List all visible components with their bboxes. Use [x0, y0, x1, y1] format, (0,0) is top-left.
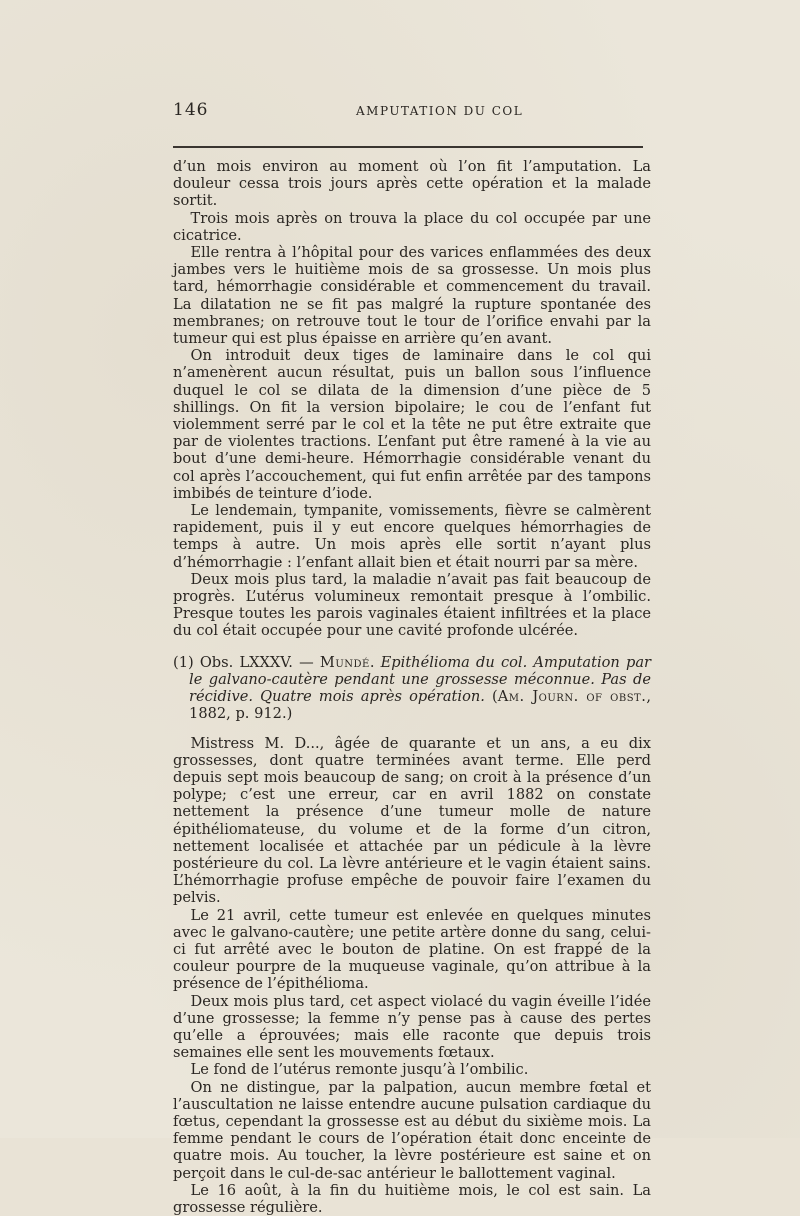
- footnote-source-open: (: [492, 688, 498, 706]
- observation-paragraph: Deux mois plus tard, cet aspect violacé du vagin éveille l’idée d’une grossesse; la femme n’y pense pas à cause des pertes qu’elle a éprouvées; mais elle raconte que depuis trois semaines elle sent les mouvements fœtaux.: [173, 992, 651, 1062]
- paragraph: On introduit deux tiges de laminaire dans le col qui n’amenèrent aucun résultat, puis un ballon sous l’influence duquel le col se dilata de la dimension d’une pièce de 5 shillings. On fit la version bipolaire; le cou de l’enfant fut violemment serré par le col et la tête ne put être extraite que par de violentes tractions. L’enfant put être ramené à la vie au bout d’une demi-heure. Hémorrhagie considérable venant du col après l’accouchement, qui fut enfin arrêtée par des tampons imbibés de teinture d’iode.: [173, 347, 651, 502]
- observation-paragraph: Le 16 août, à la fin du huitième mois, le col est sain. La grossesse régulière.: [173, 1181, 651, 1216]
- footnote-journal: Am. Journ. of obst.: [497, 688, 647, 706]
- running-title: AMPUTATION DU COL: [356, 104, 524, 118]
- paragraph: Le lendemain, tympanite, vomissements, fièvre se calmèrent rapidement, puis il y eut encore quelques hémorrhagies de temps à autre. Un mois après elle sortit n’ayant plus d’hémorrhagie : l’enfant allait bien et était nourri par sa mère.: [173, 502, 651, 571]
- paragraph: Trois mois après on trouva la place du col occupée par une cicatrice.: [173, 209, 651, 244]
- observation-paragraph: Le fond de l’utérus remonte jusqu’à l’ombilic.: [190, 1061, 529, 1079]
- observation-paragraph: Le 21 avril, cette tumeur est enlevée en quelques minutes avec le galvano-cautère; une petite artère donne du sang, celui-ci fut arrêté avec le bouton de platine. On est frappé de la couleur pourpre de la muqueuse vaginale, qu’on attribue à la présence de l’épithélioma.: [173, 906, 651, 993]
- footnote-author: Mundé: [319, 653, 370, 671]
- header-rule: [173, 146, 643, 148]
- observation-paragraph: Mistress M. D..., âgée de quarante et un ans, a eu dix grossesses, dont quatre terminées avant terme. Elle perd depuis sept mois beaucoup de sang; on croit à la présence d’un polype; c’est une erreur, car en avril 1882 on constate nettement la présence d’une tumeur molle de nature épithéliomateuse, du volume et de la forme d’un citron, nettement localisée et attachée par un pédicule à la lèvre postérieure du col. La lèvre antérieure et le vagin étaient sains. L’hémorrhagie profuse empêche de pouvoir faire l’examen du pelvis.: [173, 734, 651, 907]
- paragraph: d’un mois environ au moment où l’on fit l’amputation. La douleur cessa trois jours après cette opération et la malade sortit.: [173, 158, 651, 210]
- page-header: [173, 100, 643, 122]
- footnote-title: Epithélioma du col. Amputation par le galvano-cautère pendant une grossesse méconnue. Pas de récidive. Quatre mois après opération.: [189, 653, 651, 706]
- body-text: [173, 158, 651, 1216]
- paragraph: Elle rentra à l’hôpital pour des varices enflammées des deux jambes vers le huitième mois de sa grossesse. Un mois plus tard, hémorrhagie considérable et commencement du travail. La dilatation ne se fit pas malgré la rupture spontanée des membranes; on retrouve tout le tour de l’orifice envahi par la tumeur qui est plus épaisse en arrière qu’en avant.: [173, 244, 651, 348]
- footnote: (1) Obs. LXXXV. — Mundé. Epithélioma du col. Amputation par le galvano-cautère pendant une grossesse méconnue. Pas de récidive. Quatre mois après opération. (Am. Journ. of obst., 1882, p. 912.): [173, 653, 651, 723]
- paragraph: Deux mois plus tard, la maladie n’avait pas fait beaucoup de progrès. L’utérus volumineux remontait presque à l’ombilic. Presque toutes les parois vaginales étaient infiltrées et la place du col était occupée pour une cavité profonde ulcérée.: [173, 570, 651, 640]
- page-number: 146: [173, 100, 209, 120]
- observation-paragraph: On ne distingue, par la palpation, aucun membre fœtal et l’auscultation ne laisse entendre aucune pulsation cardiaque du fœtus, cependant la grossesse est au début du sixième mois. La femme pendant le cours de l’opération était donc enceinte de quatre mois. Au toucher, la lèvre postérieure est saine et on perçoit dans le cul-de-sac antérieur le ballottement vaginal.: [173, 1078, 651, 1182]
- footnote-marker: (1) Obs. LXXXV. —: [173, 653, 314, 671]
- footnote-citation: , 1882, p. 912.): [189, 688, 651, 723]
